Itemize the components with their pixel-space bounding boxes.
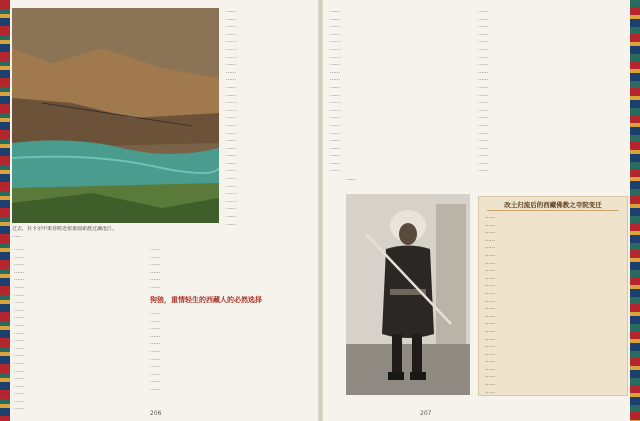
body-line: ……: [478, 45, 488, 52]
right-ornament-border: [630, 0, 640, 421]
body-line: ……: [478, 152, 488, 159]
sidebar-line: ……: [485, 251, 495, 258]
sidebar-line: ……: [485, 259, 495, 266]
body-line: ……: [330, 91, 340, 98]
sidebar-line: ……: [485, 221, 495, 228]
body-line: ……: [14, 268, 24, 275]
body-line: ……: [226, 83, 236, 90]
body-line: ……: [330, 23, 340, 30]
body-line: ……: [226, 30, 236, 37]
body-line: ……: [14, 390, 24, 397]
body-line: ……: [226, 205, 236, 212]
body-line: ……: [226, 45, 236, 52]
body-line: ……: [150, 261, 160, 268]
sidebar-line: ……: [485, 381, 495, 388]
sidebar-line: ……: [485, 274, 495, 281]
body-line: ……: [150, 246, 160, 252]
body-line: ……: [150, 370, 160, 377]
body-line: ……: [150, 378, 160, 385]
sidebar-line: ……: [485, 297, 495, 304]
page-gutter: [318, 0, 323, 421]
sidebar-line: ……: [485, 282, 495, 289]
sidebar-line: ……: [485, 244, 495, 251]
body-line: ……: [14, 352, 24, 359]
sidebar-line: ……: [485, 365, 495, 372]
body-line: ……: [478, 106, 488, 113]
caption-line: 过去，在卡尔甲果谷附近依靠溜索渡过澜沧江。: [12, 226, 118, 232]
body-line: ……: [330, 121, 340, 128]
body-line: ……: [478, 23, 488, 30]
body-line: ……: [330, 129, 340, 136]
sidebar-line: ……: [485, 343, 495, 350]
body-line: ……: [478, 121, 488, 128]
body-line: ……: [14, 329, 24, 336]
body-line: ……: [14, 382, 24, 389]
body-line: ……: [226, 99, 236, 106]
body-line: ……: [330, 8, 340, 14]
body-line: ……: [150, 325, 160, 332]
body-line: ……: [478, 15, 488, 22]
body-line: ……: [478, 137, 488, 144]
body-line: ……: [14, 405, 24, 412]
body-line: ……: [478, 68, 488, 75]
sidebar-line: ……: [485, 305, 495, 312]
body-line: ……: [478, 76, 488, 83]
body-line: ……: [14, 246, 24, 252]
body-line: ……: [150, 268, 160, 275]
sidebar-line: ……: [485, 312, 495, 319]
left-ornament-border: [0, 0, 10, 421]
folio-number: 206: [150, 410, 162, 417]
body-line: ……: [478, 38, 488, 45]
body-line: ……: [330, 83, 340, 90]
body-line: ……: [330, 99, 340, 106]
sidebar-title: 改土归流后的西藏佛教之寺院变迁: [504, 201, 602, 209]
body-line: ……: [226, 197, 236, 204]
body-line: ……: [14, 306, 24, 313]
body-line: ……: [330, 53, 340, 60]
sidebar-line: ……: [485, 350, 495, 357]
body-line: ……: [150, 340, 160, 347]
sidebar-line: ……: [485, 388, 495, 395]
body-line: ……: [330, 76, 340, 83]
sidebar-box: [478, 196, 628, 396]
body-line: ……: [330, 159, 340, 166]
body-line: ……: [14, 314, 24, 321]
body-line: ……: [150, 332, 160, 339]
section-heading: 狗狼，重情轻生的西藏人的必然选择: [150, 296, 262, 304]
sidebar-divider: [487, 210, 619, 211]
body-line: ……: [14, 261, 24, 268]
body-line: ……: [226, 182, 236, 189]
body-line: ……: [150, 363, 160, 370]
body-line: ……: [226, 121, 236, 128]
body-line: ……: [14, 276, 24, 283]
body-line: ……: [226, 190, 236, 197]
body-line: ……: [478, 99, 488, 106]
body-line: ……: [330, 114, 340, 121]
body-line: ……: [478, 159, 488, 166]
left-page-number: [150, 410, 161, 417]
body-line: ……: [330, 152, 340, 159]
body-line: ……: [226, 23, 236, 30]
body-line: ……: [14, 283, 24, 290]
body-line: ……: [226, 175, 236, 182]
body-line: ……: [14, 397, 24, 404]
sidebar-line: ……: [485, 236, 495, 243]
body-line: ……: [150, 310, 160, 316]
body-line: ……: [330, 30, 340, 37]
body-line: ……: [226, 152, 236, 159]
body-line: ……: [14, 344, 24, 351]
body-line: ……: [330, 38, 340, 45]
landscape-photo-caption: [12, 226, 219, 240]
sidebar-line: ……: [485, 267, 495, 274]
body-line: ……: [14, 321, 24, 328]
body-line: ……: [226, 159, 236, 166]
body-line: ……: [150, 317, 160, 324]
body-line: ……: [478, 61, 488, 68]
body-line: ……: [478, 144, 488, 151]
body-line: ……: [478, 167, 488, 174]
body-line: ……: [226, 144, 236, 151]
body-line: ……: [14, 299, 24, 306]
body-line: ……: [226, 15, 236, 22]
body-line: ……: [226, 61, 236, 68]
body-line: ……: [226, 8, 236, 14]
body-line: ……: [330, 45, 340, 52]
body-line: ……: [226, 114, 236, 121]
body-line: ……: [150, 276, 160, 283]
right-page-top-left-column: [330, 8, 468, 175]
body-line: ……: [330, 167, 340, 174]
sidebar-line: ……: [485, 229, 495, 236]
sidebar-body: [485, 214, 621, 396]
body-line: ……: [330, 68, 340, 75]
body-line: ……: [226, 68, 236, 75]
sidebar-line: ……: [485, 335, 495, 342]
body-line: ……: [330, 106, 340, 113]
sidebar-line: ……: [485, 358, 495, 365]
body-line: ……: [330, 144, 340, 151]
body-line: ……: [14, 375, 24, 382]
body-line: ……: [226, 220, 236, 227]
body-line: ……: [478, 114, 488, 121]
body-line: ……: [14, 253, 24, 260]
sidebar-line: ……: [485, 373, 495, 380]
body-line: ……: [150, 385, 160, 392]
body-line: ……: [226, 106, 236, 113]
body-line: ……: [14, 337, 24, 344]
body-line: ……: [478, 30, 488, 37]
left-page-top-column: [226, 8, 314, 228]
left-page-column-1: [14, 246, 140, 413]
body-line: ……: [226, 213, 236, 220]
body-line: ……: [330, 15, 340, 22]
body-line: ……: [478, 8, 488, 14]
body-line: ……: [226, 76, 236, 83]
body-line: ……: [478, 129, 488, 136]
sidebar-line: ……: [485, 289, 495, 296]
body-line: ……: [150, 283, 160, 290]
caption-line: ……: [12, 233, 22, 239]
body-line: ……: [330, 137, 340, 144]
sidebar-line: ……: [485, 320, 495, 327]
body-line: ……: [150, 355, 160, 362]
river-gorge-photo: [12, 8, 219, 223]
left-page-column-2: [150, 246, 314, 292]
body-line: ……: [478, 91, 488, 98]
body-line: ……: [150, 347, 160, 354]
left-page-column-2-continued: [150, 310, 314, 394]
body-line: ……: [226, 167, 236, 174]
right-page-number: [420, 410, 431, 417]
body-line: ……: [150, 253, 160, 260]
body-line: ……: [330, 61, 340, 68]
sidebar-line: ……: [485, 214, 495, 220]
portrait-photo-caption: ……: [346, 176, 356, 182]
sidebar-line: ……: [485, 327, 495, 334]
body-line: ……: [226, 137, 236, 144]
body-line: ……: [226, 129, 236, 136]
body-line: ……: [14, 359, 24, 366]
body-line: ……: [226, 53, 236, 60]
body-line: ……: [14, 291, 24, 298]
body-line: ……: [14, 367, 24, 374]
folio-number: 207: [420, 410, 432, 417]
right-page-top-right-column: [478, 8, 626, 175]
body-line: ……: [226, 91, 236, 98]
body-line: ……: [478, 83, 488, 90]
body-line: ……: [478, 53, 488, 60]
tibetan-man-portrait-photo: [346, 194, 470, 395]
body-line: ……: [226, 38, 236, 45]
